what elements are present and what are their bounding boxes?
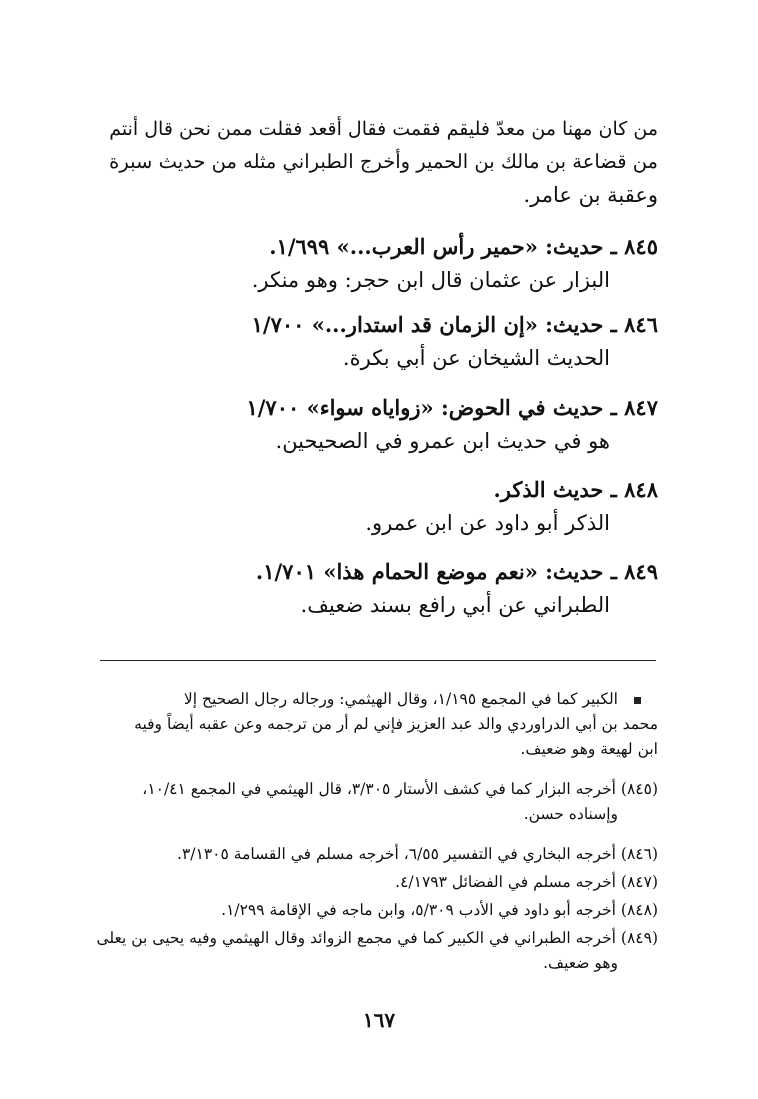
entry-heading-text: ـ حديث الذكر. xyxy=(493,477,617,502)
footnote-849-cont: وهو ضعيف. xyxy=(543,954,618,972)
entry-number: ٨٤٩ xyxy=(624,559,658,584)
entry-846-body: الحديث الشيخان عن أبي بكرة. xyxy=(342,346,610,370)
entry-848-body: الذكر أبو داود عن ابن عمرو. xyxy=(365,511,610,535)
entry-846-heading xyxy=(252,311,658,339)
entry-847-body: هو في حديث ابن عمرو في الصحيحين. xyxy=(275,429,610,453)
entry-heading-text: ـ حديث: «حمير رأس العرب...» ١/٦٩٩. xyxy=(269,234,617,259)
intro-line-2: من قضاعة بن مالك بن الحمير وأخرج الطبراني مثله من حديث سبرة xyxy=(109,150,658,173)
page-number: ١٦٧ xyxy=(362,1008,396,1032)
footnote-847: (٨٤٧) أخرجه مسلم في الفضائل ٤/١٧٩٣. xyxy=(395,873,658,891)
footnote-845: (٨٤٥) أخرجه البزار كما في كشف الأستار ٣/٣٠٥، قال الهيثمي في المجمع ١٠/٤١، xyxy=(142,780,658,798)
footnote-845-cont: وإسناده حسن. xyxy=(523,805,618,823)
entry-heading-text: ـ حديث: «نعم موضع الحمام هذا» ١/٧٠١. xyxy=(255,559,617,584)
entry-number: ٨٤٦ xyxy=(624,312,658,337)
footnote-line-2: محمد بن أبي الدراوردي والد عبد العزيز فإني لم أر من ترجمه وعن عقبه أيضاً وفيه xyxy=(134,715,658,733)
footnote-divider xyxy=(100,660,656,661)
entry-847-heading xyxy=(246,394,658,422)
entry-heading-text: ـ حديث في الحوض: «زواياه سواء» ١/٧٠٠ xyxy=(246,395,617,420)
entry-heading-text: ـ حديث: «إن الزمان قد استدار...» ١/٧٠٠ xyxy=(251,312,617,337)
entry-849-heading xyxy=(256,558,658,586)
footnote-846: (٨٤٦) أخرجه البخاري في التفسير ٦/٥٥، أخرجه مسلم في القسامة ٣/١٣٠٥. xyxy=(177,845,658,863)
entry-848-heading xyxy=(493,476,658,504)
footnote-line-3: ابن لهيعة وهو ضعيف. xyxy=(520,740,658,758)
footnote-line-1: الكبير كما في المجمع ١/١٩٥، وقال الهيثمي: ورجاله رجال الصحيح إلا xyxy=(183,690,618,708)
entry-845-heading xyxy=(269,233,658,261)
entry-845-body: البزار عن عثمان قال ابن حجر: وهو منكر. xyxy=(251,268,610,292)
intro-line-3: وعقبة بن عامر. xyxy=(523,183,658,207)
intro-line-1: من كان مهنا من معدّ فليقم فقمت فقال أقعد فقلت ممن نحن قال أنتم xyxy=(109,118,658,140)
entry-number: ٨٤٧ xyxy=(624,395,658,420)
footnote-continuation-marker xyxy=(634,697,641,704)
entry-849-body: الطبراني عن أبي رافع بسند ضعيف. xyxy=(300,593,610,617)
footnote-848: (٨٤٨) أخرجه أبو داود في الأدب ٥/٣٠٩، وابن ماجه في الإقامة ١/٢٩٩. xyxy=(221,901,658,919)
entry-number: ٨٤٨ xyxy=(624,477,658,502)
entry-number: ٨٤٥ xyxy=(624,234,658,259)
footnote-849: (٨٤٩) أخرجه الطبراني في الكبير كما في مجمع الزوائد وقال الهيثمي وفيه يحيى بن يعلى xyxy=(96,929,658,947)
